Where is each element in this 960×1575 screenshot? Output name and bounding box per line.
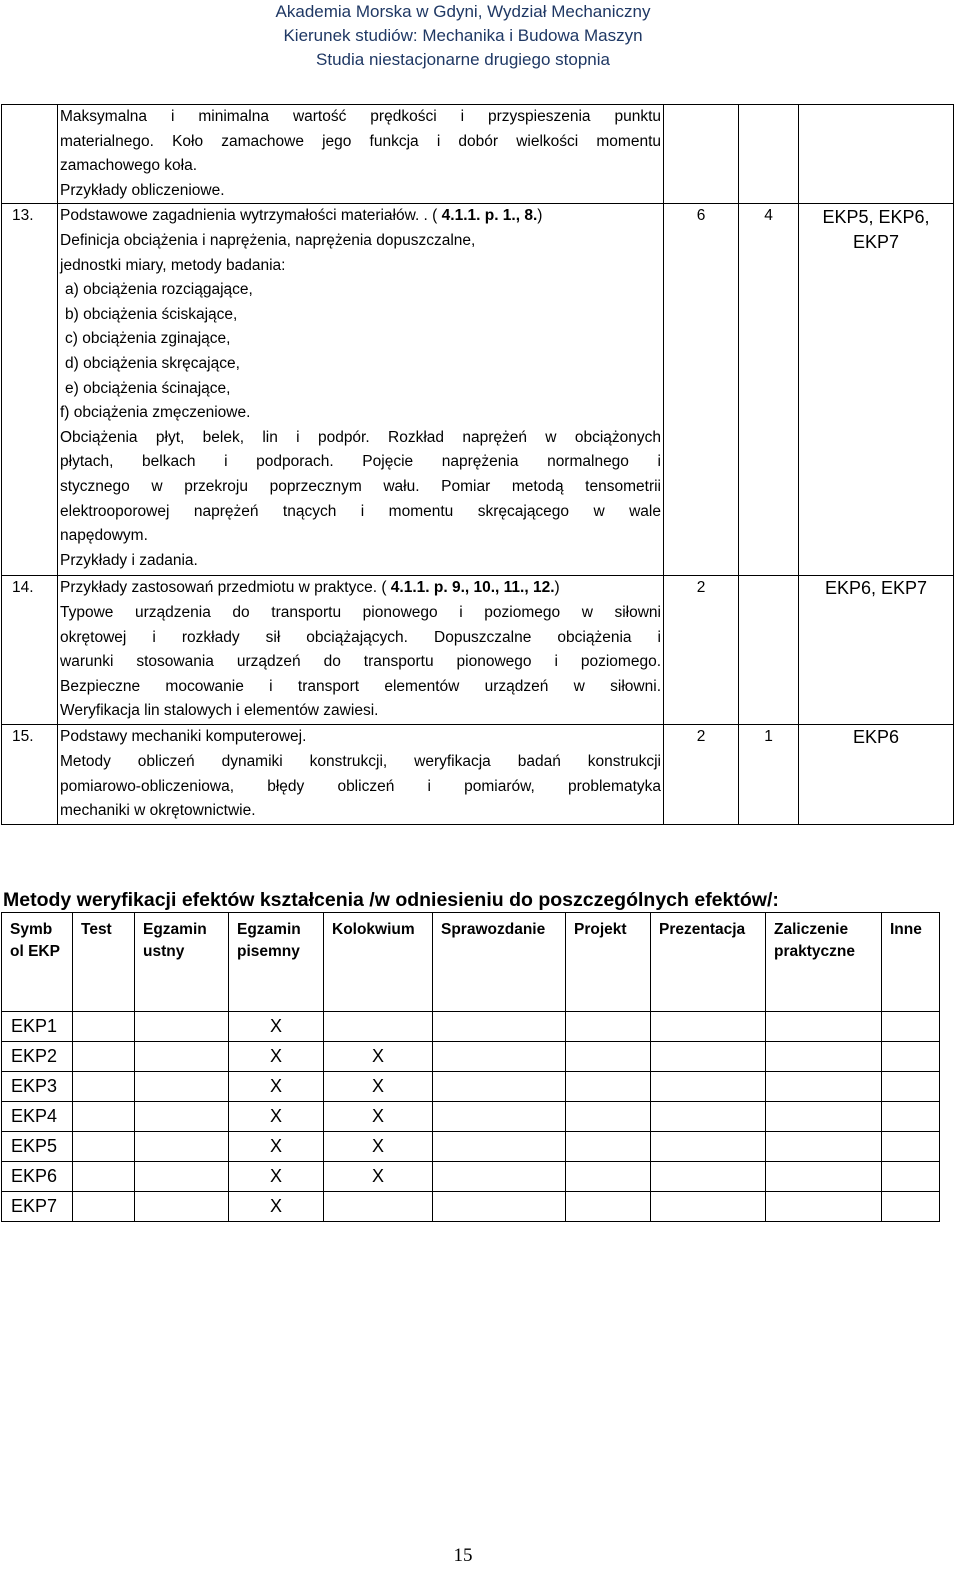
row-hours-lecture: 2: [664, 576, 739, 725]
topic-text: Podstawowe zagadnienia wytrzymałości materiałów. . (: [60, 207, 438, 225]
method-mark: [73, 1012, 135, 1042]
method-mark: [73, 1132, 135, 1162]
method-mark: [566, 1102, 651, 1132]
table-row: [2, 1162, 940, 1192]
method-mark: [766, 1162, 882, 1192]
table-row: [2, 576, 954, 725]
method-mark: [882, 1012, 940, 1042]
desc-line: Typowe urządzenia do transportu pionowego i poziomego w siłowni: [60, 603, 661, 621]
row-ekp: EKP5, EKP6, EKP7: [799, 204, 954, 576]
method-mark: [766, 1132, 882, 1162]
row-hours-practice: 4: [739, 204, 799, 576]
method-mark: [651, 1102, 766, 1132]
method-mark: [433, 1162, 566, 1192]
desc-line: Maksymalna i minimalna wartość prędkości i przyspieszenia punktu: [60, 108, 661, 125]
method-mark: [882, 1192, 940, 1222]
ekp-symbol: EKP6: [2, 1162, 73, 1192]
desc-line: c) obciążenia zginające,: [65, 330, 231, 348]
header-practical-credit: Zaliczenie praktyczne: [766, 913, 882, 1012]
desc-line: e) obciążenia ścinające,: [65, 379, 231, 397]
row-hours-lecture: 6: [664, 204, 739, 576]
header-colloquium: Kolokwium: [324, 913, 433, 1012]
desc-line: mechaniki w okrętownictwie.: [60, 802, 256, 820]
method-mark: [324, 1012, 433, 1042]
row-description: [58, 105, 664, 204]
method-mark: [73, 1042, 135, 1072]
method-mark: [73, 1192, 135, 1222]
method-mark: [324, 1192, 433, 1222]
method-mark: X: [324, 1042, 433, 1072]
method-mark: [566, 1162, 651, 1192]
topic-reference: 4.1.1. p. 9., 10., 11., 12.: [390, 579, 555, 597]
row-ekp: [799, 105, 954, 204]
table-row: [2, 1192, 940, 1222]
method-mark: [135, 1042, 229, 1072]
page-number: 15: [453, 1545, 473, 1566]
method-mark: [651, 1162, 766, 1192]
desc-line: Obciążenia płyt, belek, lin i podpór. Rozkład naprężeń w obciążonych: [60, 428, 661, 446]
topic-reference-close: ): [554, 579, 560, 597]
topic-text: Przykłady zastosowań przedmiotu w praktyce. (: [60, 579, 387, 597]
row-description: [58, 725, 664, 825]
ekp-symbol: EKP7: [2, 1192, 73, 1222]
ekp-symbol: EKP5: [2, 1132, 73, 1162]
method-mark: [135, 1132, 229, 1162]
header-written-exam: Egzamin pisemny: [229, 913, 324, 1012]
header-test: Test: [73, 913, 135, 1012]
row-number: 14.: [2, 576, 58, 725]
table-row: [2, 204, 954, 576]
row-hours-practice: 1: [739, 725, 799, 825]
method-mark: [73, 1162, 135, 1192]
header-report: Sprawozdanie: [433, 913, 566, 1012]
method-mark: [433, 1012, 566, 1042]
method-mark: [882, 1102, 940, 1132]
verification-table: [1, 912, 940, 1222]
method-mark: [766, 1042, 882, 1072]
method-mark: [651, 1042, 766, 1072]
table-row: [2, 105, 954, 204]
desc-line: f) obciążenia zmęczeniowe.: [60, 404, 251, 422]
method-mark: X: [229, 1192, 324, 1222]
method-mark: X: [229, 1162, 324, 1192]
ekp-symbol: EKP2: [2, 1042, 73, 1072]
method-mark: X: [324, 1102, 433, 1132]
desc-line: Definicja obciążenia i naprężenia, naprężenia dopuszczalne,: [60, 231, 476, 249]
method-mark: [651, 1132, 766, 1162]
desc-line: Bezpieczne mocowanie i transport elementów urządzeń w siłowni.: [60, 677, 661, 695]
desc-line: Weryfikacja lin stalowych i elementów zawiesi.: [60, 702, 379, 720]
method-mark: [433, 1072, 566, 1102]
row-topic: [60, 204, 661, 229]
header-presentation: Prezentacja: [651, 913, 766, 1012]
method-mark: [566, 1012, 651, 1042]
method-mark: [566, 1042, 651, 1072]
table-row: [2, 1102, 940, 1132]
desc-line: płytach, belkach i podporach. Pojęcie naprężenia normalnego i: [60, 453, 661, 471]
method-mark: [135, 1162, 229, 1192]
method-mark: [73, 1102, 135, 1132]
method-mark: [766, 1102, 882, 1132]
method-mark: [433, 1132, 566, 1162]
row-hours-practice: [739, 576, 799, 725]
desc-line: Przykłady i zadania.: [60, 551, 198, 569]
table-row: [2, 1042, 940, 1072]
method-mark: [135, 1102, 229, 1132]
table-row: [2, 725, 954, 825]
ekp-symbol: EKP1: [2, 1012, 73, 1042]
desc-line: materialnego. Koło zamachowe jego funkcja i dobór wielkości momentu: [60, 132, 661, 150]
desc-line: stycznego w przekroju poprzecznym wału. Pomiar metodą tensometrii: [60, 477, 661, 495]
method-mark: X: [324, 1072, 433, 1102]
header-other: Inne: [882, 913, 940, 1012]
row-ekp: EKP6: [799, 725, 954, 825]
method-mark: X: [324, 1162, 433, 1192]
method-mark: [566, 1192, 651, 1222]
desc-line: zamachowego koła.: [60, 157, 197, 175]
method-mark: X: [229, 1072, 324, 1102]
desc-line: Metody obliczeń dynamiki konstrukcji, weryfikacja badań konstrukcji: [60, 752, 661, 770]
desc-line: elektrooporowej naprężeń tnących i momentu skręcającego w wale: [60, 502, 661, 520]
method-mark: [73, 1072, 135, 1102]
verification-title: Metody weryfikacji efektów kształcenia /w odniesieniu do poszczególnych efektów/:: [3, 889, 779, 911]
verification-header-row: [2, 913, 940, 1012]
method-mark: [651, 1072, 766, 1102]
ekp-symbol: EKP3: [2, 1072, 73, 1102]
method-mark: [566, 1132, 651, 1162]
desc-line: b) obciążenia ściskające,: [65, 305, 238, 323]
method-mark: X: [229, 1042, 324, 1072]
topic-reference-close: ): [537, 207, 543, 225]
method-mark: [882, 1162, 940, 1192]
row-hours-lecture: [664, 105, 739, 204]
method-mark: [651, 1012, 766, 1042]
method-mark: [766, 1192, 882, 1222]
header-oral-exam: Egzamin ustny: [135, 913, 229, 1012]
row-ekp: EKP6, EKP7: [799, 576, 954, 725]
method-mark: [433, 1192, 566, 1222]
header-symbol: Symb ol EKP: [2, 913, 73, 1012]
method-mark: X: [229, 1102, 324, 1132]
desc-line: napędowym.: [60, 527, 148, 545]
row-description: [58, 204, 664, 576]
desc-line: Przykłady obliczeniowe.: [60, 181, 225, 199]
desc-line: jednostki miary, metody badania:: [60, 256, 286, 274]
method-mark: [135, 1012, 229, 1042]
row-number: 15.: [2, 725, 58, 825]
program-content-table: [1, 104, 954, 825]
row-topic: Podstawy mechaniki komputerowej.: [60, 728, 307, 746]
method-mark: X: [229, 1132, 324, 1162]
header-field-of-study: Kierunek studiów: Mechanika i Budowa Maszyn: [283, 26, 643, 45]
desc-line: pomiarowo-obliczeniowa, błędy obliczeń i pomiarów, problematyka: [60, 777, 661, 795]
method-mark: [566, 1072, 651, 1102]
method-mark: X: [229, 1012, 324, 1042]
row-topic: [60, 576, 661, 601]
table-row: [2, 1072, 940, 1102]
method-mark: [433, 1042, 566, 1072]
desc-line: okrętowej i rozkłady sił obciążających. Dopuszczalne obciążenia i: [60, 628, 661, 646]
header-institution: Akademia Morska w Gdyni, Wydział Mechaniczny: [275, 2, 651, 21]
method-mark: [882, 1132, 940, 1162]
header-project: Projekt: [566, 913, 651, 1012]
method-mark: [766, 1012, 882, 1042]
row-hours-lecture: 2: [664, 725, 739, 825]
method-mark: [433, 1102, 566, 1132]
desc-line: a) obciążenia rozciągające,: [65, 281, 253, 299]
method-mark: [766, 1072, 882, 1102]
method-mark: [135, 1192, 229, 1222]
row-number: 13.: [2, 204, 58, 576]
row-hours-practice: [739, 105, 799, 204]
desc-line: warunki stosowania urządzeń do transportu pionowego i poziomego.: [60, 653, 661, 671]
method-mark: [882, 1042, 940, 1072]
header-study-mode: Studia niestacjonarne drugiego stopnia: [316, 50, 610, 69]
topic-reference: 4.1.1. p. 1., 8.: [441, 207, 538, 225]
method-mark: X: [324, 1132, 433, 1162]
method-mark: [651, 1192, 766, 1222]
ekp-symbol: EKP4: [2, 1102, 73, 1132]
row-number: [2, 105, 58, 204]
desc-line: d) obciążenia skręcające,: [65, 354, 240, 372]
row-description: [58, 576, 664, 725]
table-row: [2, 1012, 940, 1042]
method-mark: [882, 1072, 940, 1102]
table-row: [2, 1132, 940, 1162]
method-mark: [135, 1072, 229, 1102]
